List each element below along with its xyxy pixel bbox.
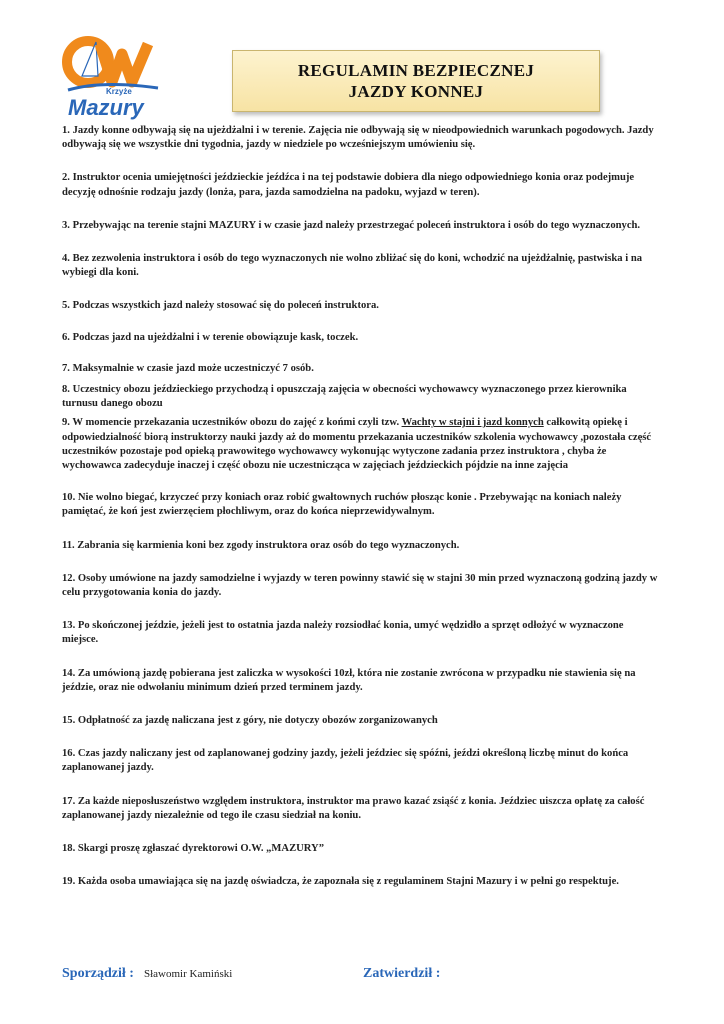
rule-12: 12. Osoby umówione na jazdy samodzielne i wyjazdy w teren powinny stawić się w stajni 30 min przed wyznaczoną godziną jazdy w celu przygotowania konia do jazdy. [62, 572, 658, 599]
footer [62, 966, 662, 986]
approved-by-label: Zatwierdził : [363, 966, 441, 981]
logo [62, 36, 182, 120]
rule-19: 19. Każda osoba umawiająca się na jazdę oświadcza, że zapoznała się z regulaminem Stajni Mazury i w pełni go respektuje. [62, 876, 619, 888]
rule-4: 4. Bez zezwolenia instruktora i osób do tego wyznaczonych nie wolno zbliżać się do koni, wchodzić na ujeżdżalnię, pastwiska i na wybiegi dla koni. [62, 253, 643, 279]
rule-10: 10. Nie wolno biegać, krzyczeć przy koniach oraz robić gwałtownych ruchów płosząc konie . Przebywając na koniach należy pamiętać, że koń jest zwierzęciem płochliwym, oraz do końca nieprzewidywalnym. [62, 492, 622, 518]
rule-9-text-b: całkowitą opiekę i odpowiedzialność biorą instruktorzy nauki jazdy aż do momentu przekazania uczestników szkolenia wychowawcy ,pozostała część uczestników pozostaje pod opieką prawowitego wychowawcy wykonując wytyczone zadania przez instruktora , chyba że wychowawca zadecyduje inaczej i część obozu nie uczestnicząca w zajęciach jeździeckich pójdzie na inne zajęcia [62, 417, 652, 472]
rule-1: 1. Jazdy konne odbywają się na ujeżdżalni i w terenie. Zajęcia nie odbywają się w nieodpowiednich warunkach pogodowych. Jazdy odbywają się we wszystkie dni tygodnia, jazdy w niedziele po wcześniejszym umówieniu się. [62, 125, 654, 151]
title-line-2: JAZDY KONNEJ [348, 82, 484, 101]
prepared-by-name: Sławomir Kamiński [144, 968, 233, 980]
prepared-by-label: Sporządził : [62, 966, 134, 981]
rule-13: 13. Po skończonej jeździe, jeżeli jest to ostatnia jazda należy rozsiodłać konia, umyć wędzidło a sprzęt odłożyć w wyznaczone miejsce. [62, 620, 624, 646]
rule-5: 5. Podczas wszystkich jazd należy stosować się do poleceń instruktora. [62, 300, 379, 312]
rule-9-text-a: 9. W momencie przekazania uczestników obozu do zajęć z końmi czyli tzw. [62, 417, 402, 429]
rule-15: 15. Odpłatność za jazdę naliczana jest z góry, nie dotyczy obozów zorganizowanych [62, 715, 438, 727]
title-box [232, 50, 600, 112]
rule-2: 2. Instruktor ocenia umiejętności jeździeckie jeźdźca i na tej podstawie dobiera dla niego odpowiedniego konia oraz podejmuje decyzję odnośnie rodzaju jazdy (lonża, para, jazda samodzielna na padoku, wyjazd w teren). [62, 172, 635, 198]
rule-6: 6. Podczas jazd na ujeżdżalni i w terenie obowiązuje kask, toczek. [62, 331, 359, 343]
rules-list [62, 124, 662, 890]
rule-14: 14. Za umówioną jazdę pobierana jest zaliczka w wysokości 10zł, która nie zostanie zwrócona w przypadku nie stawienia się na jeździe, oraz nie odwołaniu minimum dzień przed terminem jazdy. [62, 667, 636, 693]
rule-7: 7. Maksymalnie w czasie jazd może uczestniczyć 7 osób. [62, 362, 314, 374]
rule-3: 3. Przebywając na terenie stajni MAZURY i w czasie jazd należy przestrzegać poleceń instruktora i osób do tego wyznaczonych. [62, 219, 641, 231]
rule-8: 8. Uczestnicy obozu jeździeckiego przychodzą i opuszczają zajęcia w obecności wychowawcy wyznaczonego przez kierownika turnusu danego obozu [62, 384, 627, 410]
rule-11: 11. Zabrania się karmienia koni bez zgody instruktora oraz osób do tego wyznaczonych. [62, 539, 460, 551]
rule-9-underlined: Wachty w stajni i jazd konnych [401, 417, 544, 429]
title-line-1: REGULAMIN BEZPIECZNEJ [297, 61, 535, 80]
rule-17: 17. Za każde nieposłuszeństwo względem instruktora, instruktor ma prawo kazać zsiąść z konia. Jeździec uiszcza opłatę za całość zaplanowanej jazdy niezależnie od tego ile czasu siedział na koniu. [62, 795, 645, 821]
rule-9 [62, 416, 662, 473]
svg-text:Krzyże: Krzyże [106, 87, 132, 96]
rule-18: 18. Skargi proszę zgłaszać dyrektorowi O.W. „MAZURY” [62, 843, 325, 855]
svg-text:Mazury: Mazury [68, 95, 144, 120]
rule-16: 16. Czas jazdy naliczany jest od zaplanowanej godziny jazdy, jeżeli jeździec się spóźni, jeździ określoną liczbę minut do końca zaplanowanej jazdy. [62, 748, 629, 774]
